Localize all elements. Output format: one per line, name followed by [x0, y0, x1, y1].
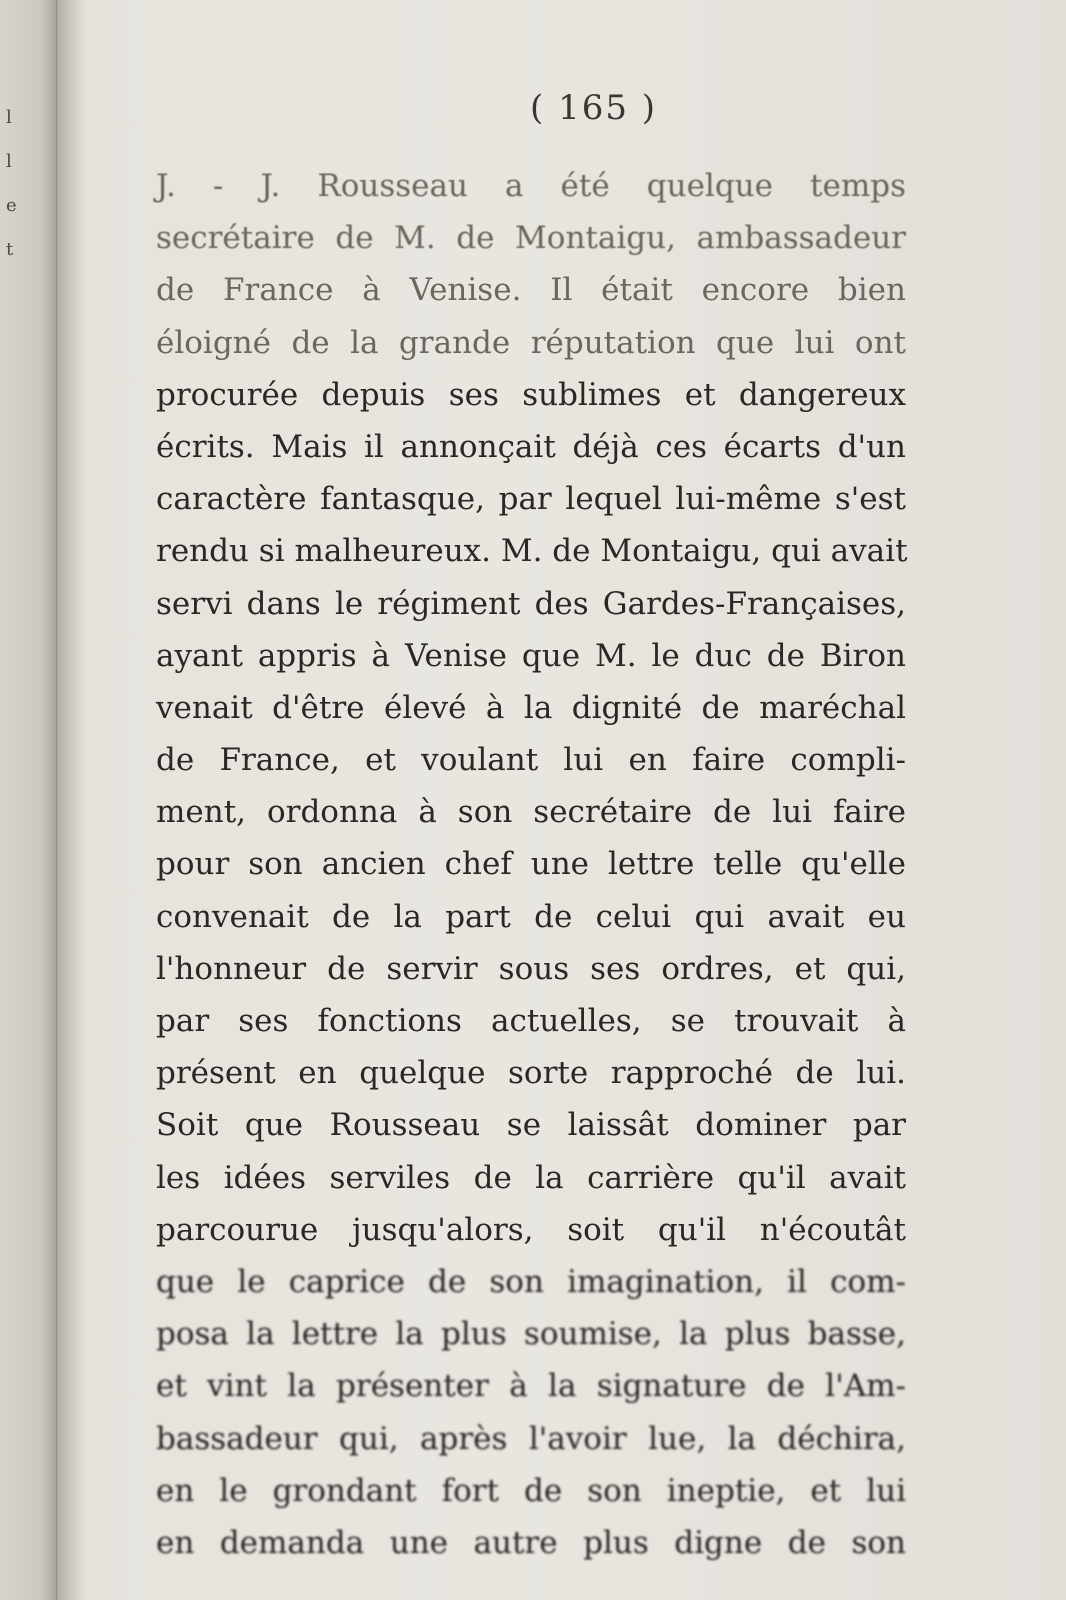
text-line: caractère fantasque, par lequel lui-même s'est [156, 481, 906, 518]
page-number-header: ( 165 ) [530, 88, 658, 128]
text-line: de France à Venise. Il était encore bien [156, 272, 906, 309]
text-line: en le grondant fort de son ineptie, et lui [156, 1472, 906, 1509]
text-line: Soit que Rousseau se laissât dominer par [156, 1107, 906, 1144]
text-line: posa la lettre la plus soumise, la plus basse, [156, 1316, 906, 1353]
text-line: de France, et voulant lui en faire compli- [156, 742, 906, 779]
text-line: ment, ordonna à son secrétaire de lui faire [156, 794, 906, 831]
text-line: venait d'être élevé à la dignité de maréchal [156, 689, 906, 726]
text-line: pour son ancien chef une lettre telle qu'elle [156, 846, 906, 883]
left-page-mark: l [6, 151, 12, 172]
body-text [156, 160, 906, 1569]
text-line: l'honneur de servir sous ses ordres, et qui, [156, 950, 906, 987]
text-line: écrits. Mais il annonçait déjà ces écarts d'un [156, 428, 906, 465]
left-page-mark: e [6, 195, 17, 216]
left-page-edge [0, 0, 58, 1600]
text-line: ayant appris à Venise que M. le duc de Biron [156, 637, 906, 674]
text-line: convenait de la part de celui qui avait eu [156, 898, 906, 935]
text-line: servi dans le régiment des Gardes-Françaises, [156, 585, 906, 622]
left-page-mark: t [6, 239, 14, 260]
gutter-shadow [56, 0, 86, 1600]
text-line: procurée depuis ses sublimes et dangereux [156, 376, 906, 413]
text-line: éloigné de la grande réputation que lui ont [156, 324, 906, 361]
text-line: les idées serviles de la carrière qu'il avait [156, 1159, 906, 1196]
text-line: bassadeur qui, après l'avoir lue, la déchira, [156, 1420, 906, 1457]
text-line: par ses fonctions actuelles, se trouvait à [156, 1003, 906, 1039]
text-line: et vint la présenter à la signature de l'Am- [156, 1368, 906, 1405]
text-line: en demanda une autre plus digne de son [156, 1524, 906, 1561]
text-line: rendu si malheureux. M. de Montaigu, qui avait [156, 533, 908, 570]
left-page-mark: l [6, 107, 12, 128]
text-line: présent en quelque sorte rapproché de lui. [156, 1055, 906, 1092]
text-line: secrétaire de M. de Montaigu, ambassadeur [156, 220, 906, 257]
text-line: J. - J. Rousseau a été quelque temps [156, 168, 906, 204]
text-line: parcourue jusqu'alors, soit qu'il n'écoutât [156, 1211, 906, 1248]
right-page [90, 70, 1020, 1570]
text-line: que le caprice de son imagination, il com- [156, 1263, 906, 1300]
left-page-marks [6, 96, 18, 272]
